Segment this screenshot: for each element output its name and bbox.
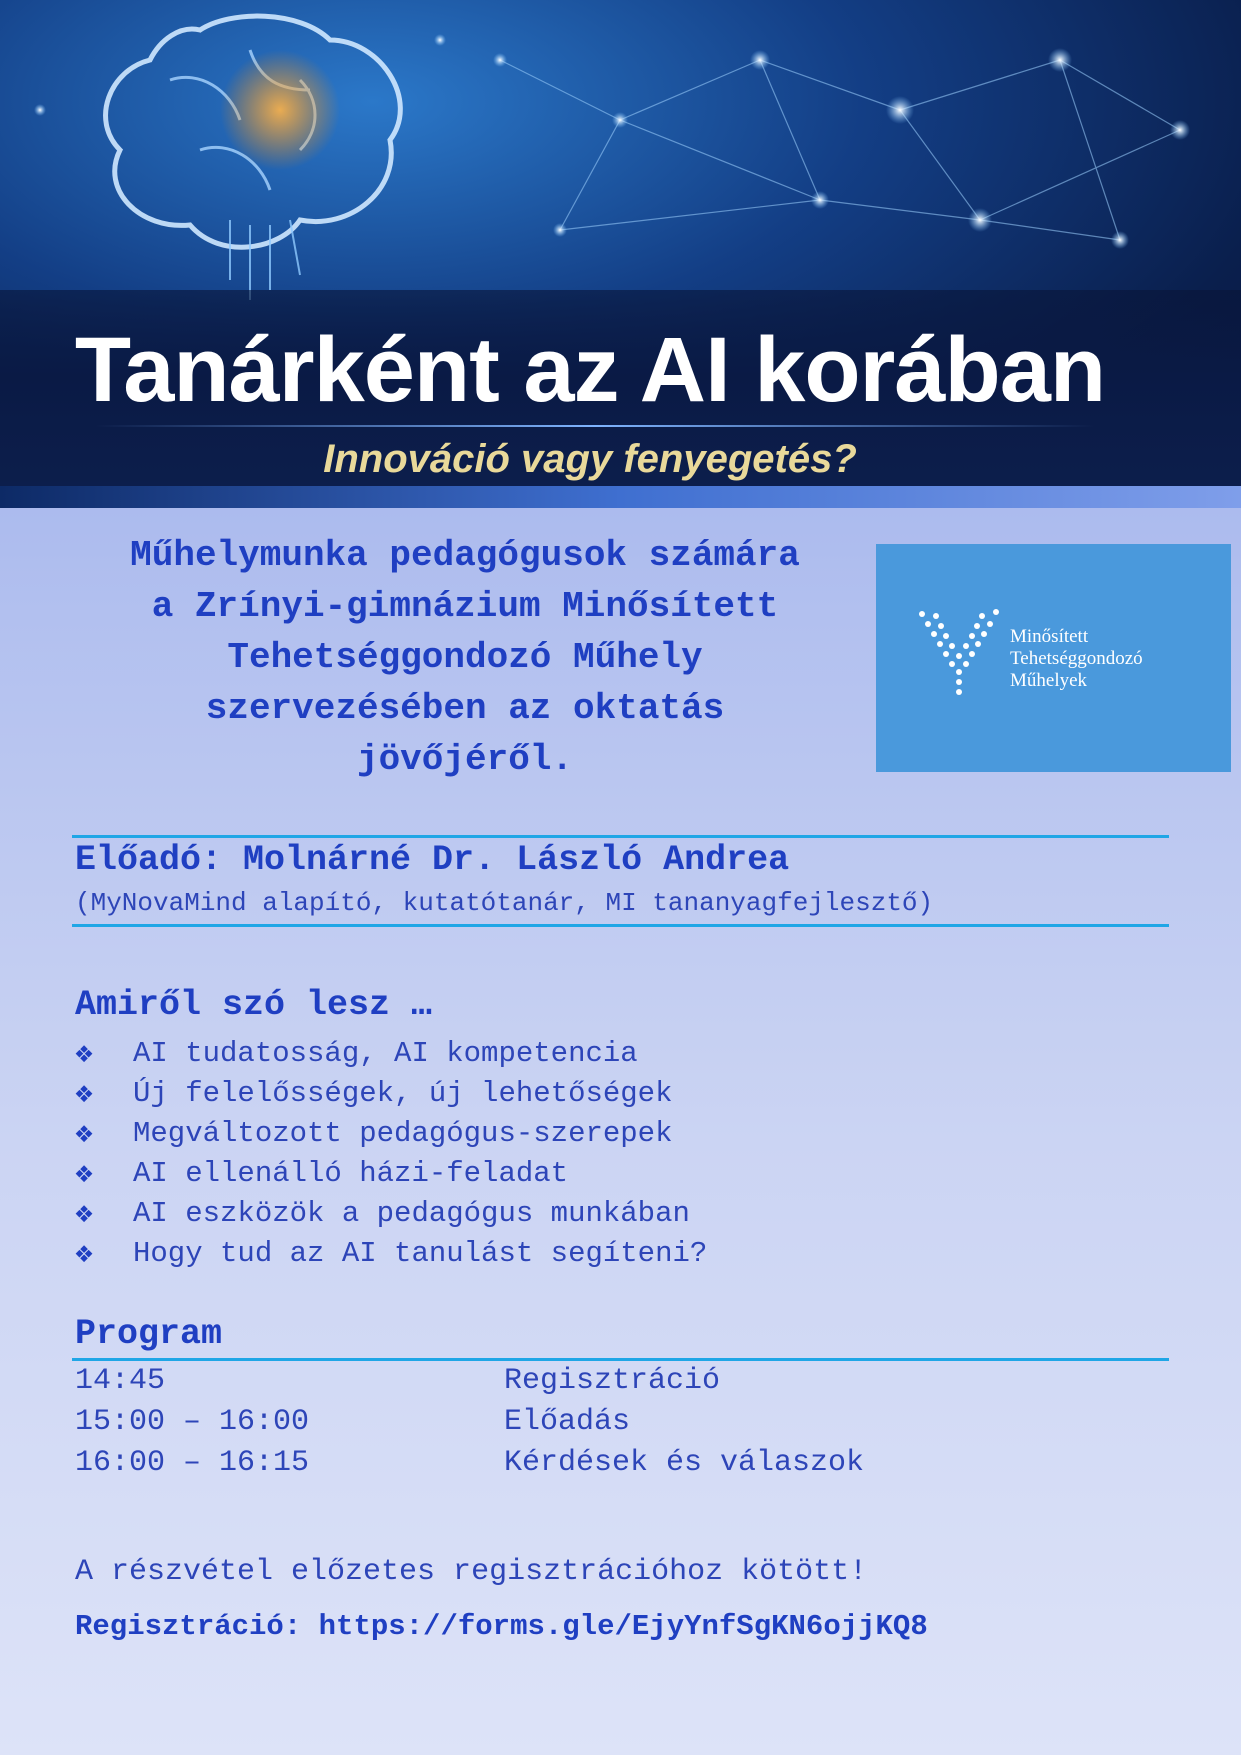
intro-line: jövőjéről. (356, 739, 574, 780)
intro-line: Tehetséggondozó Műhely (227, 637, 703, 678)
program-schedule (75, 1364, 864, 1487)
speaker-top-rule (72, 835, 1169, 838)
speaker-role: (MyNovaMind alapító, kutatótanár, MI tananyagfejlesztő) (75, 888, 934, 918)
banner-title: Tanárként az AI korában (74, 319, 1106, 421)
table-row (75, 1405, 864, 1446)
banner-subtitle: Innováció vagy fenyegetés? (323, 437, 857, 481)
speaker-bottom-rule (72, 924, 1169, 927)
program-heading: Program (75, 1314, 223, 1354)
program-time: 16:00 – 16:15 (75, 1446, 310, 1480)
topic-text: AI tudatosság, AI kompetencia (133, 1036, 638, 1070)
banner-divider (95, 425, 1095, 427)
diamond-bullet-icon: ❖ (75, 1237, 94, 1272)
program-event: Kérdések és válaszok (504, 1446, 865, 1480)
registration-link[interactable]: Regisztráció: https://forms.gle/EjyYnfSgKN6ojjKQ8 (75, 1610, 928, 1643)
wheat-icon (914, 604, 1004, 704)
registration-note: A részvétel előzetes regisztrációhoz kötött! (75, 1555, 868, 1589)
speaker-name: Előadó: Molnárné Dr. László Andrea (75, 840, 790, 880)
topic-text: AI ellenálló házi-feladat (133, 1156, 569, 1190)
intro-line: a Zrínyi-gimnázium Minősített (151, 586, 779, 627)
program-event: Előadás (504, 1405, 631, 1439)
program-time: 14:45 (75, 1364, 166, 1398)
program-event: Regisztráció (504, 1364, 721, 1398)
intro-line: szervezésében az oktatás (205, 688, 725, 729)
logo-line: Minősített (1010, 626, 1089, 647)
program-time: 15:00 – 16:00 (75, 1405, 310, 1439)
diamond-bullet-icon: ❖ (75, 1117, 94, 1152)
header-banner (0, 0, 1241, 508)
list-item (75, 1113, 707, 1153)
logo-line: Tehetséggondozó (1010, 648, 1143, 669)
topic-text: Hogy tud az AI tanulást segíteni? (133, 1236, 708, 1270)
table-row (75, 1364, 864, 1405)
diamond-bullet-icon: ❖ (75, 1197, 94, 1232)
list-item (75, 1153, 707, 1193)
logo-line: Műhelyek (1010, 670, 1088, 691)
program-rule (72, 1358, 1169, 1361)
topics-list (75, 1033, 707, 1273)
topics-heading: Amiről szó lesz … (75, 985, 433, 1025)
organization-logo (876, 544, 1231, 772)
list-item (75, 1073, 707, 1113)
intro-text (60, 530, 870, 785)
topic-text: AI eszközök a pedagógus munkában (133, 1196, 690, 1230)
topic-text: Megváltozott pedagógus-szerepek (133, 1116, 673, 1150)
intro-line: Műhelymunka pedagógusok számára (130, 535, 800, 576)
list-item (75, 1193, 707, 1233)
list-item (75, 1033, 707, 1073)
diamond-bullet-icon: ❖ (75, 1077, 94, 1112)
list-item (75, 1233, 707, 1273)
diamond-bullet-icon: ❖ (75, 1157, 94, 1192)
topic-text: Új felelősségek, új lehetőségek (133, 1076, 673, 1110)
diamond-bullet-icon: ❖ (75, 1037, 94, 1072)
table-row (75, 1446, 864, 1487)
banner-bottom-strip (0, 486, 1241, 508)
logo-text (1010, 626, 1143, 692)
